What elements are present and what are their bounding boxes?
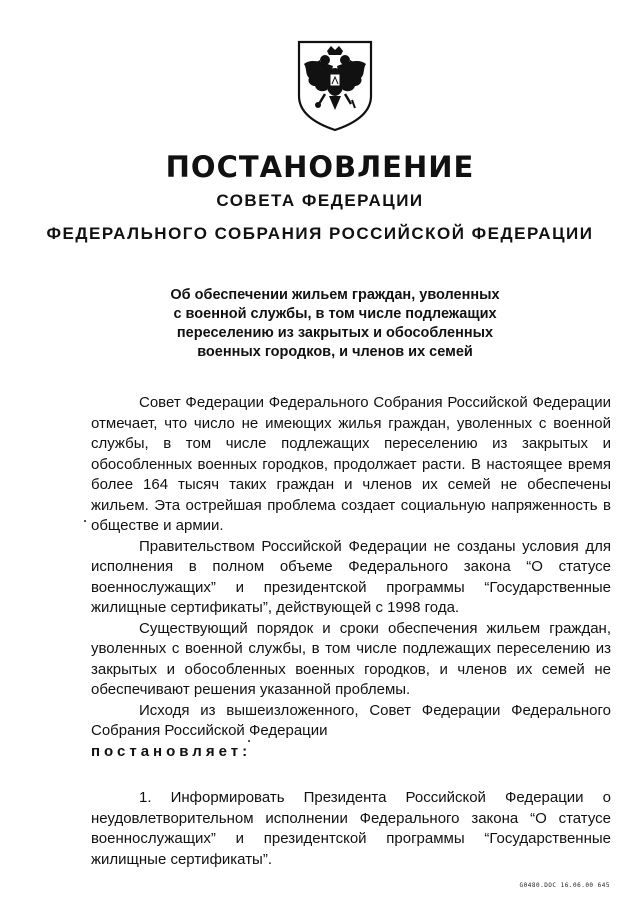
scan-speck <box>84 520 86 522</box>
scan-speck <box>248 740 250 742</box>
paragraph: Правительством Российской Федерации не созданы условия для исполнения в полном объеме Федерального закона “О статусе военнослужащих” и президентской программы “Государственные жилищные сертификаты”, действующей с 1998 года. <box>91 537 611 616</box>
subject-line: с военной службы, в том числе подлежащих <box>173 306 497 322</box>
resolution-item: 1. Информировать Президента Российской Федерации о неудовлетворительном исполнении Федерального закона “О статусе военнослужащих” и президентской программы “Государственные жилищные сертификаты”. <box>91 789 611 868</box>
subject-line: переселению из закрытых и обособленных <box>176 325 494 341</box>
paragraph: Совет Федерации Федерального Собрания Российской Федерации отмечает, что число не имеющих жилья граждан, уволенных с военной службы, в том числе подлежащих переселению из закрытых и обособленных военных городков, продолжает расти. В настоящее время более 164 тысяч таких граждан и членов их семей не обеспечены жильем. Эта острейшая проблема создает социальную напряженность в обществе и армии. <box>91 394 611 534</box>
paragraph: Исходя из вышеизложенного, Совет Федерации Федерального Собрания Российской Федерации <box>91 701 611 739</box>
resolves-keyword: постановляет: <box>91 742 252 760</box>
document-body <box>91 393 611 870</box>
issuer-line-1: СОВЕТА ФЕДЕРАЦИИ <box>216 191 424 210</box>
document-title: ПОСТАНОВЛЕНИЕ <box>165 150 475 184</box>
issuer-line-2: ФЕДЕРАЛЬНОГО СОБРАНИЯ РОССИЙСКОЙ ФЕДЕРАЦИИ <box>46 224 594 243</box>
subject-line: военных городков, и членов их семей <box>197 344 473 360</box>
russian-coat-of-arms-icon <box>295 38 375 132</box>
file-code: G0480.DOC 16.06.00 645 <box>519 882 610 889</box>
paragraph: Существующий порядок и сроки обеспечения жильем граждан, уволенных с военной службы, в том числе подлежащих переселению из закрытых и обособленных военных городков, и членов их семей не обеспечивают решения указанной проблемы. <box>91 619 611 698</box>
spacer <box>91 762 611 788</box>
document-subject <box>130 286 540 362</box>
subject-line: Об обеспечении жильем граждан, уволенных <box>170 287 500 303</box>
